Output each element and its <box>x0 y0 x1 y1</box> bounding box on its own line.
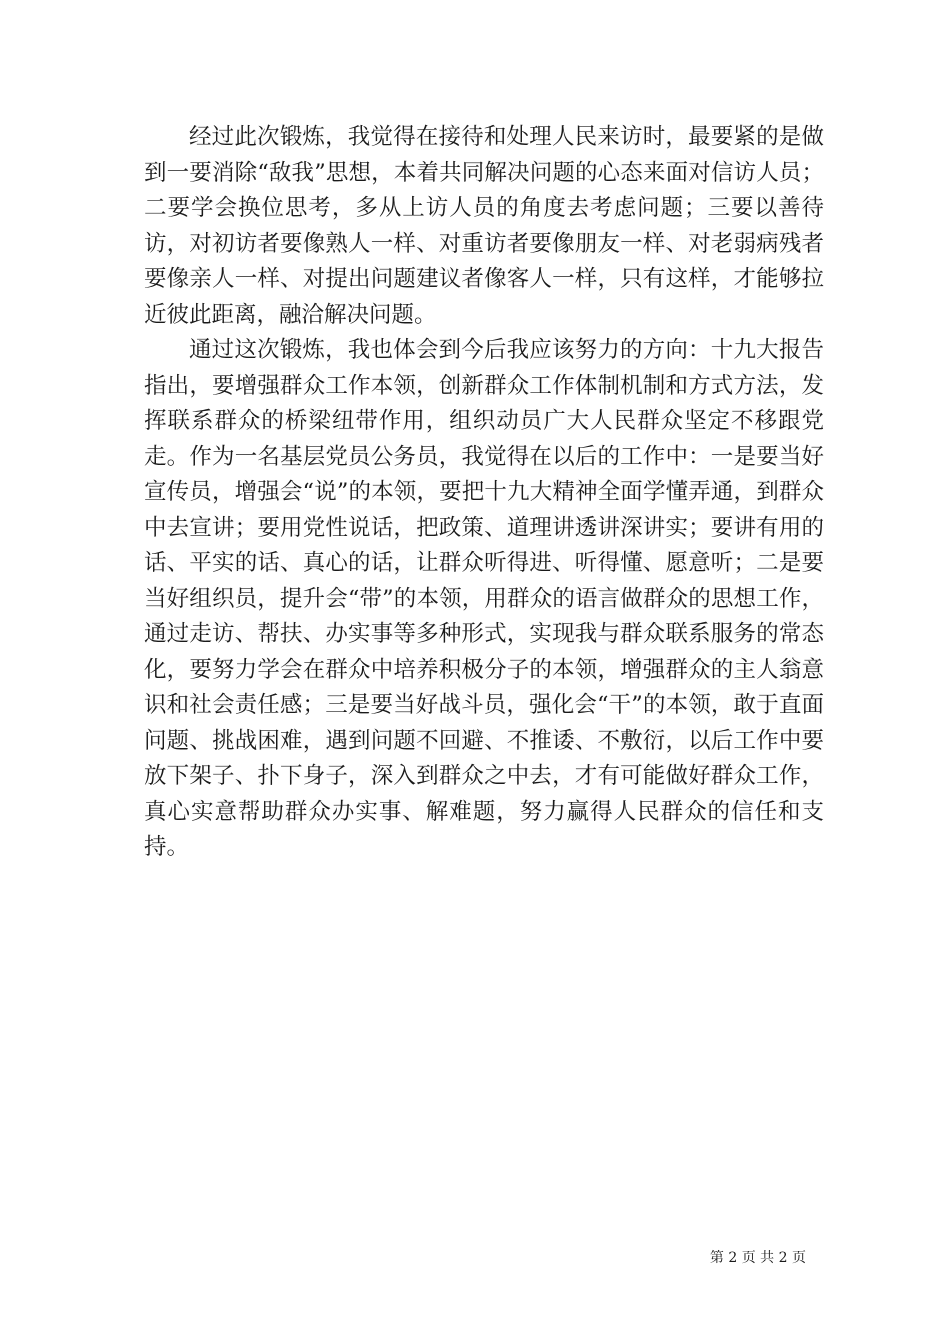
paragraph-2: 通过这次锻炼，我也体会到今后我应该努力的方向：十九大报告指出，要增强群众工作本领，创新群众工作体制机制和方式方法，发挥联系群众的桥梁纽带作用，组织动员广大人民群众坚定不移跟党走。作为一名基层党员公务员，我觉得在以后的工作中：一是要当好宣传员，增强会“说”的本领，要把十九大精神全面学懂弄通，到群众中去宣讲；要用党性说话，把政策、道理讲透讲深讲实；要讲有用的话、平实的话、真心的话，让群众听得进、听得懂、愿意听；二是要当好组织员，提升会“带”的本领，用群众的语言做群众的思想工作，通过走访、帮扶、办实事等多种形式，实现我与群众联系服务的常态化，要努力学会在群众中培养积极分子的本领，增强群众的主人翁意识和社会责任感；三是要当好战斗员，强化会“干”的本领，敢于直面问题、挑战困难，遇到问题不回避、不推诿、不敷衍，以后工作中要放下架子、扑下身子，深入到群众之中去，才有可能做好群众工作，真心实意帮助群众办实事、解难题，努力赢得人民群众的信任和支持。 <box>144 337 824 860</box>
document-body <box>144 120 824 866</box>
paragraph-1: 经过此次锻炼，我觉得在接待和处理人民来访时，最要紧的是做到一要消除“敌我”思想，本着共同解决问题的心态来面对信访人员；二要学会换位思考，多从上访人员的角度去考虑问题；三要以善待访，对初访者要像熟人一样、对重访者要像朋友一样、对老弱病残者要像亲人一样、对提出问题建议者像客人一样，只有这样，才能够拉近彼此距离，融洽解决问题。 <box>144 124 824 328</box>
page-number-footer: 第 2 页 共 2 页 <box>709 1250 806 1266</box>
